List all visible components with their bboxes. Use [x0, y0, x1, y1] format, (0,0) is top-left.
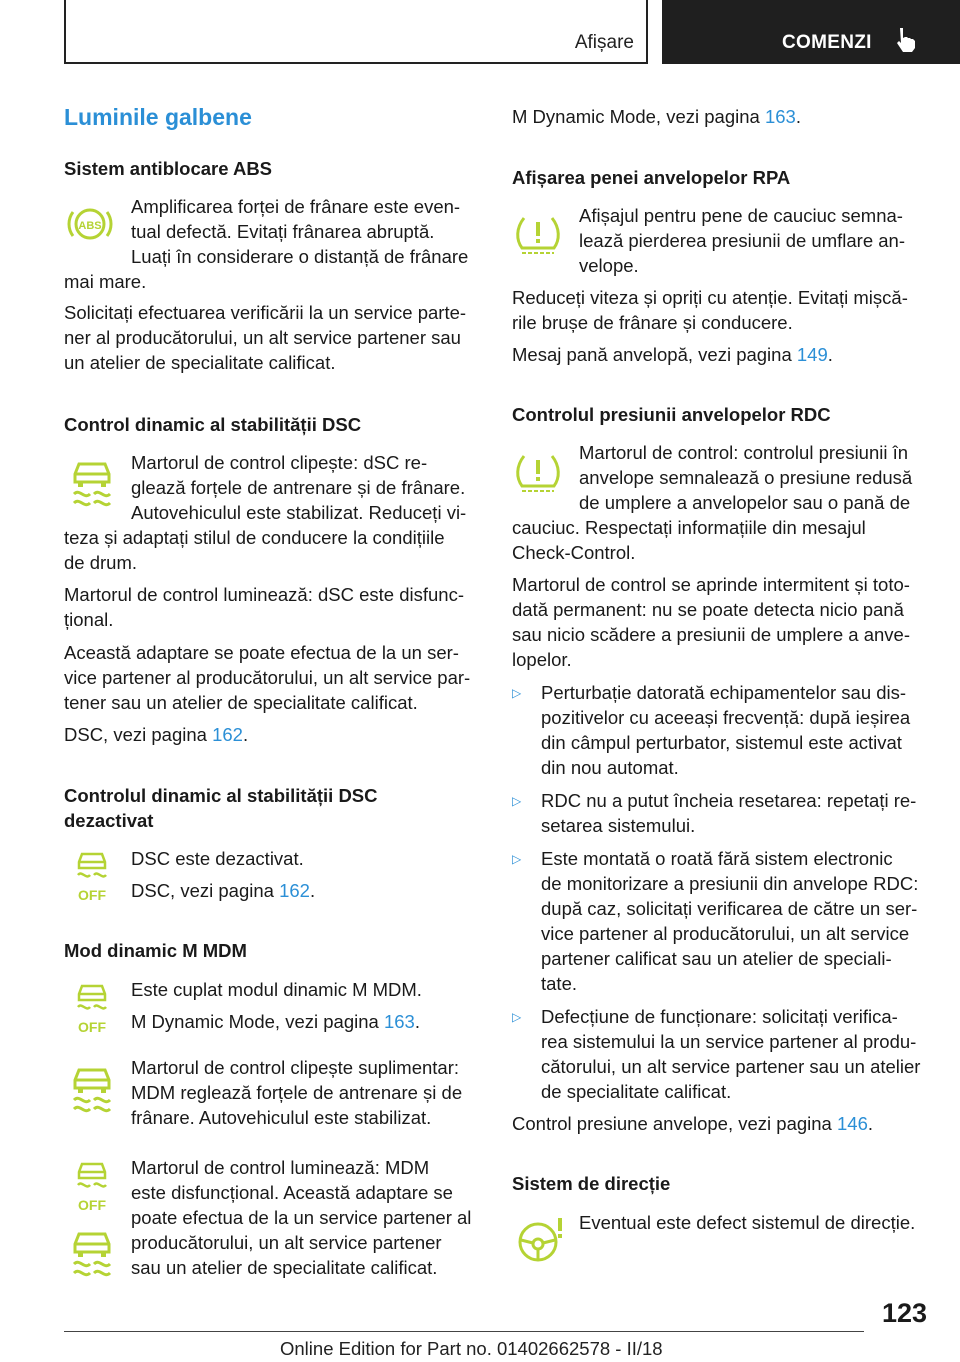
dsc-off-heading: Controlul dinamic al stabilității DSC	[64, 785, 378, 806]
dsc-off-page-reference: DSC, vezi pagina 162.	[131, 880, 316, 901]
abs-text-line: Amplificarea forței de frânare este even-	[131, 196, 461, 217]
abs-heading: Sistem antiblocare ABS	[64, 158, 273, 179]
dsc-off-heading: dezactivat	[64, 810, 154, 831]
rpa-page-link[interactable]: 149	[796, 344, 828, 365]
rdc-text-line: cauciuc. Respectați informațiile din mesajul	[512, 517, 866, 538]
dsc-text-line: Această adaptare se poate efectua de la un ser-	[64, 642, 459, 663]
rdc-bullet-line: de monitorizare a presiunii din anvelope RDC:	[541, 873, 919, 894]
bullet-triangle-icon: ▷	[512, 794, 522, 808]
svg-text:OFF: OFF	[78, 1197, 106, 1213]
dsc-text-line: țional.	[64, 609, 114, 630]
rdc-heading: Controlul presiunii anvelopelor RDC	[512, 404, 831, 425]
mdm-continued-reference: M Dynamic Mode, vezi pagina 163.	[512, 106, 801, 127]
dsc-warning-icon	[70, 456, 114, 508]
header-chapter-label[interactable]: COMENZI	[782, 32, 872, 53]
mdm-continued-page-link[interactable]: 163	[764, 106, 796, 127]
rpa-text-line: Afișajul pentru pene de cauciuc semna-	[579, 205, 903, 226]
steering-text: Eventual este defect sistemul de direcție.	[579, 1212, 916, 1233]
mdm-text-line: sau un atelier de specialitate calificat.	[131, 1257, 438, 1278]
rpa-page-reference: Mesaj pană anvelopă, vezi pagina 149.	[512, 344, 833, 365]
dsc-text-line: tener sau un atelier de specialitate calificat.	[64, 692, 418, 713]
dsc-off-icon	[74, 982, 110, 1036]
dsc-text-line: vice partener al producătorului, un alt service par-	[64, 667, 471, 688]
dsc-text-line: teza și adaptați stilul de conducere la condițiile	[64, 527, 445, 548]
abs-text-line: ner al producătorului, un alt service partener sau	[64, 327, 461, 348]
dsc-warning-icon	[70, 1062, 114, 1114]
rdc-bullet-line: setarea sistemului.	[541, 815, 696, 836]
bullet-triangle-icon: ▷	[512, 686, 522, 700]
rdc-bullet-line: cătorului, un alt service partener sau un atelier	[541, 1056, 921, 1077]
rdc-bullet-line: din câmpul perturbator, sistemul este activat	[541, 732, 902, 753]
svg-text:ABS: ABS	[78, 220, 102, 232]
mdm-page-reference: M Dynamic Mode, vezi pagina 163.	[131, 1011, 420, 1032]
mdm-text-line: MDM reglează forțele de antrenare și de	[131, 1082, 463, 1103]
abs-text-line: tual defectă. Evitați frânarea abruptă.	[131, 221, 435, 242]
page-title: Luminile galbene	[64, 104, 252, 130]
rdc-text-line: lopelor.	[512, 649, 572, 670]
tyre-pressure-icon	[514, 448, 562, 496]
dsc-off-text: DSC este dezactivat.	[131, 848, 304, 869]
mdm-text: Este cuplat modul dinamic M MDM.	[131, 979, 422, 1000]
page-number: 123	[882, 1298, 928, 1328]
mdm-heading: Mod dinamic M MDM	[64, 940, 247, 961]
dsc-heading: Control dinamic al stabilității DSC	[64, 414, 362, 435]
bullet-triangle-icon: ▷	[512, 1010, 522, 1024]
mdm-text-line: poate efectua de la un service partener al	[131, 1207, 472, 1228]
rdc-text-line: Martorul de control se aprinde intermitent și toto-	[512, 574, 910, 595]
rdc-bullet-line: vice partener al producătorului, un alt service	[541, 923, 910, 944]
rdc-text-line: Check-Control.	[512, 542, 636, 563]
abs-text-line: Solicitați efectuarea verificării la un service parte-	[64, 302, 467, 323]
rpa-text-line: rile brușe de frânare și conducere.	[512, 312, 793, 333]
dsc-text-line: Martorul de control luminează: dSC este disfunc-	[64, 584, 464, 605]
dsc-page-reference: DSC, vezi pagina 162.	[64, 724, 249, 745]
rdc-bullet-line: după caz, solicitați verificarea de către un ser-	[541, 898, 918, 919]
rdc-text-line: de umplere a anvelopelor sau o pană de	[579, 492, 911, 513]
header-section-label[interactable]: Afișare	[574, 32, 634, 53]
rdc-text-line: anvelope semnalează o presiune redusă	[579, 467, 913, 488]
dsc-text-line: Martorul de control clipește: dSC re-	[131, 452, 428, 473]
mdm-text-line: Martorul de control clipește suplimentar:	[131, 1057, 460, 1078]
abs-warning-icon	[66, 200, 114, 248]
rdc-bullet-line: pozitivelor cu aceeași frecvență: după ieșirea	[541, 707, 911, 728]
rdc-text-line: sau nicio scădere a presiunii de umplere a anve-	[512, 624, 910, 645]
rdc-bullet-line: de specialitate calificat.	[541, 1081, 732, 1102]
tyre-pressure-icon	[514, 210, 562, 258]
mdm-text-line: este disfuncțional. Această adaptare se	[131, 1182, 453, 1203]
dsc-text-line: Autovehiculul este stabilizat. Reduceți vi-	[131, 502, 467, 523]
dsc-text-line: glează forțele de antrenare și de frânare.	[131, 477, 466, 498]
mdm-page-link[interactable]: 163	[383, 1011, 415, 1032]
footer-divider	[64, 1331, 864, 1332]
rdc-text-line: dată permanent: nu se poate detecta nicio pană	[512, 599, 904, 620]
mdm-text-line: Martorul de control luminează: MDM	[131, 1157, 430, 1178]
svg-text:OFF: OFF	[78, 887, 106, 903]
rdc-bullet-line: din nou automat.	[541, 757, 679, 778]
steering-heading: Sistem de direcție	[512, 1173, 671, 1194]
rdc-bullet-line: partener calificat sau un atelier de speciali-	[541, 948, 892, 969]
rdc-bullet-line: RDC nu a putut încheia resetarea: repetați re-	[541, 790, 917, 811]
mdm-text-line: frânare. Autovehiculul este stabilizat.	[131, 1107, 432, 1128]
rdc-bullet-line: Este montată o roată fără sistem electronic	[541, 848, 893, 869]
dsc-text-line: de drum.	[64, 552, 138, 573]
rdc-text-line: Martorul de control: controlul presiunii în	[579, 442, 909, 463]
rdc-bullet-line: Defecțiune de funcționare: solicitați verifica-	[541, 1006, 898, 1027]
rpa-text-line: lează pierderea presiunii de umflare an-	[579, 230, 905, 251]
rdc-bullet-line: rea sistemului la un service partener al produ-	[541, 1031, 917, 1052]
mdm-text-line: producătorului, un alt service partener	[131, 1232, 442, 1253]
bullet-triangle-icon: ▷	[512, 852, 522, 866]
rdc-bullet-line: Perturbație datorată echipamentelor sau dis-	[541, 682, 907, 703]
dsc-page-link[interactable]: 162	[212, 724, 243, 745]
rdc-bullet-line: tate.	[541, 973, 577, 994]
dsc-off-icon	[74, 1160, 110, 1214]
rpa-text-line: Reduceți viteza și opriți cu atenție. Evitați mișcă-	[512, 287, 908, 308]
svg-text:OFF: OFF	[78, 1019, 106, 1035]
abs-text-line: un atelier de specialitate calificat.	[64, 352, 336, 373]
rpa-text-line: velope.	[579, 255, 639, 276]
steering-icon	[514, 1214, 566, 1266]
dsc-warning-icon	[70, 1226, 114, 1278]
dsc-off-page-link[interactable]: 162	[279, 880, 310, 901]
rdc-page-reference: Control presiune anvelope, vezi pagina 146.	[512, 1113, 874, 1134]
abs-text-line: mai mare.	[64, 271, 147, 292]
footer-edition: Online Edition for Part no. 01402662578 - II/18	[280, 1338, 663, 1359]
dsc-off-icon	[74, 850, 110, 904]
rdc-page-link[interactable]: 146	[837, 1113, 868, 1134]
abs-text-line: Luați în considerare o distanță de frânare	[131, 246, 469, 267]
rpa-heading: Afișarea penei anvelopelor RPA	[512, 167, 791, 188]
